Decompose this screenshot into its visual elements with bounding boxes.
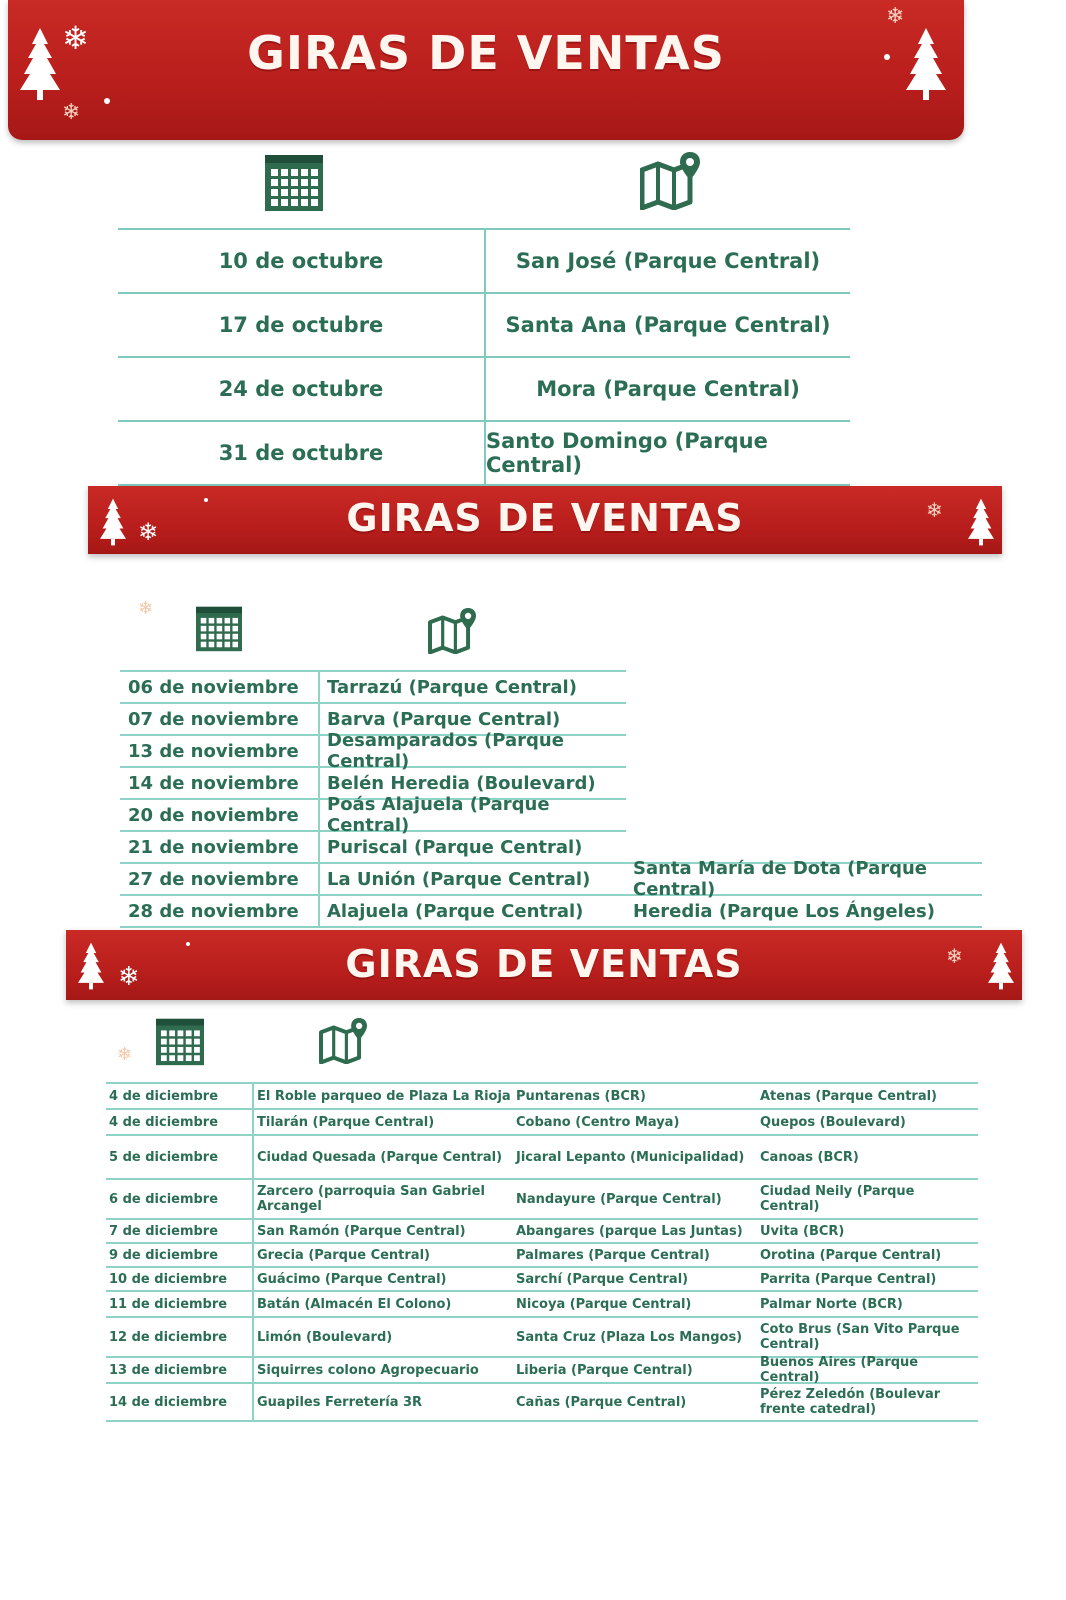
map-pin-icon [426,608,480,654]
date-cell: 21 de noviembre [120,832,320,862]
date-cell: 31 de octubre [118,422,486,484]
place-cell: Santa Cruz (Plaza Los Mangos) [516,1329,743,1345]
date-cell: 06 de noviembre [120,672,320,702]
place-cell-secondary: Santa María de Dota (Parque Central) [633,858,928,900]
table-row [106,1290,978,1316]
place-cell: Liberia (Parque Central) [516,1362,693,1378]
place-cell: Ciudad Neily (Parque Central) [760,1184,915,1214]
date-cell: 11 de diciembre [106,1292,254,1316]
date-cell: 10 de octubre [118,230,486,292]
date-cell: 9 de diciembre [106,1244,254,1266]
table-row [106,1108,978,1134]
place-cell: Coto Brus (San Vito Parque Central) [760,1322,960,1352]
october-schedule-table [118,228,850,486]
table-row [120,670,626,702]
place-cell: San José (Parque Central) [515,249,821,273]
date-cell: 07 de noviembre [120,704,320,734]
date-cell: 10 de diciembre [106,1268,254,1290]
date-cell: 6 de diciembre [106,1180,254,1218]
date-cell: 13 de noviembre [120,736,320,766]
place-cell: Guapiles Ferretería 3R [257,1394,423,1410]
place-cell-secondary: Heredia (Parque Los Ángeles) [633,900,935,922]
place-cell: Poás Alajuela (Parque Central) [327,794,550,836]
place-cell: Barva (Parque Central) [327,708,561,730]
place-cell: Uvita (BCR) [760,1223,845,1239]
table-row [106,1082,978,1108]
place-cell: Canoas (BCR) [760,1149,859,1165]
place-cell: Mora (Parque Central) [536,377,800,401]
place-cell: Zarcero (parroquia San Gabriel Arcangel [257,1184,485,1214]
table-row [106,1355,978,1385]
place-cell: Siquirres colono Agropecuario [257,1362,479,1378]
place-cell: Orotina (Parque Central) [760,1247,942,1263]
place-cell: Grecia (Parque Central) [257,1247,430,1263]
place-cell: Atenas (Parque Central) [760,1088,937,1104]
banner-october [8,0,964,140]
place-cell: La Unión (Parque Central) [327,868,591,890]
banner-december [66,930,1022,1000]
place-cell: Nicoya (Parque Central) [516,1296,692,1312]
table-row [120,794,626,836]
place-cell: Palmares (Parque Central) [516,1247,710,1263]
date-cell: 17 de octubre [118,294,486,356]
place-cell: San Ramón (Parque Central) [257,1223,466,1239]
place-cell: Pérez Zeledón (Boulevar frente catedral) [760,1387,941,1417]
snowflake-icon: ❄ [118,962,140,992]
table-row [106,1242,978,1266]
date-cell: 12 de diciembre [106,1318,254,1356]
snowflake-icon: ❄ [62,100,81,125]
snowflake-icon: ❄ [926,498,943,522]
november-schedule-table [120,670,982,928]
calendar-icon [265,155,323,213]
table-row [106,1134,978,1178]
date-cell: 20 de noviembre [120,800,320,830]
date-cell: 13 de diciembre [106,1358,254,1382]
place-cell: Alajuela (Parque Central) [327,900,584,922]
place-cell: Limón (Boulevard) [257,1329,393,1345]
place-cell: Desamparados (Parque Central) [327,730,564,772]
table-row [120,894,982,928]
date-cell: 7 de diciembre [106,1220,254,1242]
map-pin-icon [640,152,702,210]
banner-november [88,486,1002,554]
table-row [120,858,982,900]
place-cell: Palmar Norte (BCR) [760,1296,903,1312]
snowflake-icon: ❄ [946,944,963,968]
date-cell: 24 de octubre [118,358,486,420]
table-row [106,1382,978,1422]
place-cell: Tarrazú (Parque Central) [327,676,577,698]
snow-dot [104,98,110,104]
table-row [106,1178,978,1218]
snowflake-icon: ❄ [138,518,159,546]
place-cell: Tilarán (Parque Central) [257,1114,435,1130]
place-cell: Santo Domingo (Parque Central) [486,429,768,477]
banner-title: GIRAS DE VENTAS [345,942,743,986]
map-pin-icon [316,1018,372,1064]
table-row [106,1316,978,1356]
date-cell: 14 de diciembre [106,1384,254,1420]
december-schedule-table [106,1082,978,1422]
place-cell: Buenos Aires (Parque Central) [760,1355,919,1385]
table-row [120,730,626,772]
date-cell: 14 de noviembre [120,768,320,798]
place-cell: Jicaral Lepanto (Municipalidad) [516,1149,745,1165]
date-cell: 5 de diciembre [106,1136,254,1178]
date-cell: 27 de noviembre [120,864,320,894]
place-cell: Sarchí (Parque Central) [516,1271,689,1287]
place-cell: Ciudad Quesada (Parque Central) [257,1149,503,1165]
calendar-icon [196,606,242,652]
snowflake-icon: ❄ [138,598,154,619]
place-cell: Guácimo (Parque Central) [257,1271,447,1287]
place-cell: Puntarenas (BCR) [516,1088,646,1104]
place-cell: Cañas (Parque Central) [516,1394,687,1410]
calendar-icon [156,1018,204,1066]
snowflake-icon: ❄ [117,1044,133,1065]
table-row [120,830,626,862]
date-cell: 28 de noviembre [120,896,320,926]
place-cell: El Roble parqueo de Plaza La Rioja [257,1088,511,1104]
table-row [118,356,850,420]
place-cell: Puriscal (Parque Central) [327,836,583,858]
table-row [118,292,850,356]
place-cell: Parrita (Parque Central) [760,1271,937,1287]
table-row [118,228,850,292]
place-cell: Batán (Almacén El Colono) [257,1296,452,1312]
place-cell: Belén Heredia (Boulevard) [327,772,596,794]
snowflake-icon: ❄ [886,4,905,29]
table-row [106,1266,978,1290]
table-row [118,420,850,486]
date-cell: 4 de diciembre [106,1110,254,1134]
date-cell: 4 de diciembre [106,1084,254,1108]
place-cell: Abangares (parque Las Juntas) [516,1223,743,1239]
snowflake-icon: ❄ [62,19,89,57]
place-cell: Cobano (Centro Maya) [516,1114,680,1130]
place-cell: Quepos (Boulevard) [760,1114,906,1130]
banner-title: GIRAS DE VENTAS [247,26,725,80]
table-row [106,1218,978,1242]
banner-title: GIRAS DE VENTAS [346,496,744,540]
place-cell: Santa Ana (Parque Central) [505,313,831,337]
place-cell: Nandayure (Parque Central) [516,1191,722,1207]
